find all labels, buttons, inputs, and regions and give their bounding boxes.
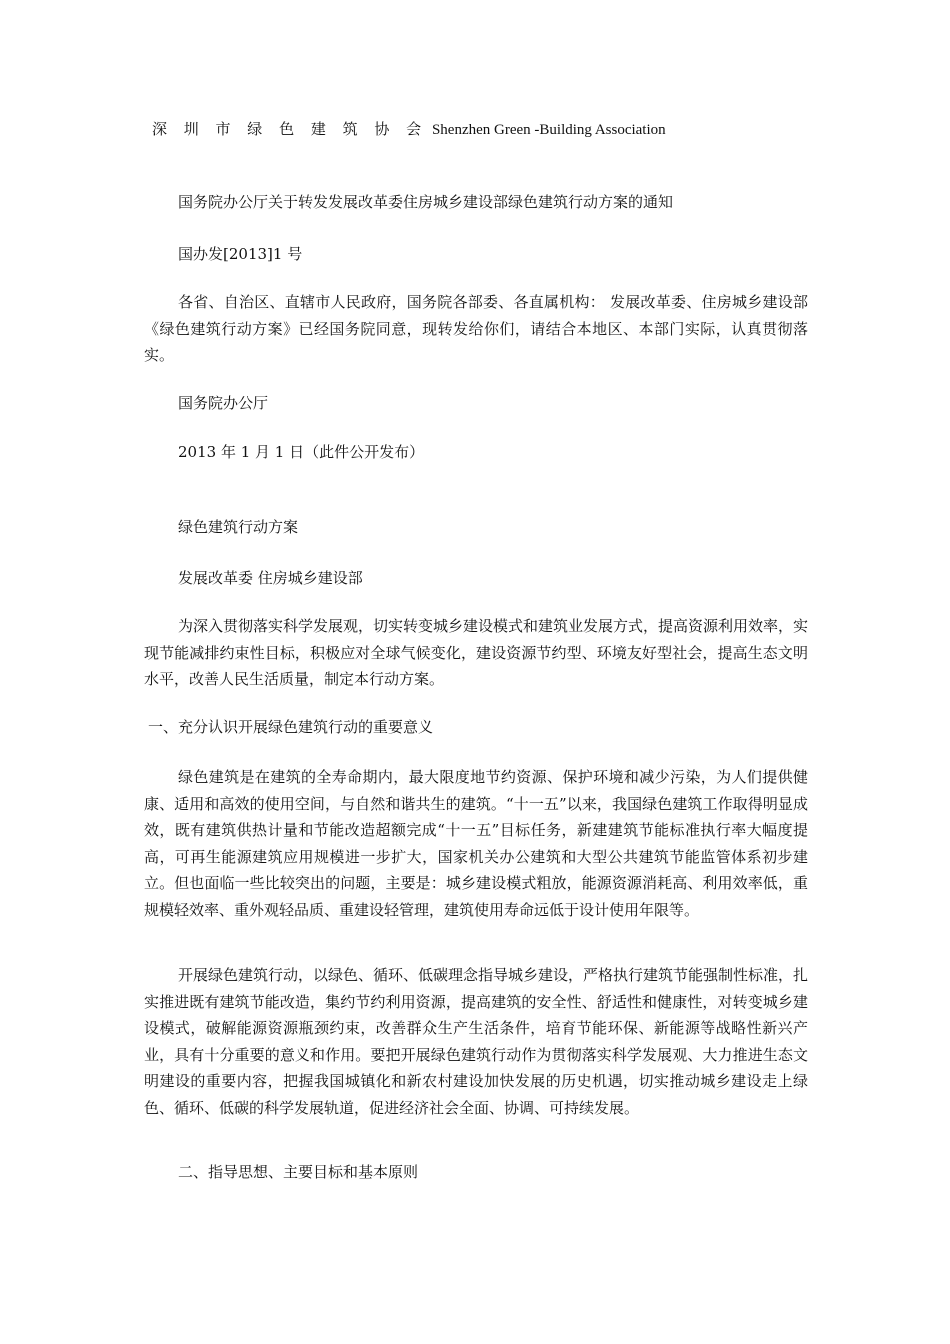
document-number: 国办发[2013]1 号 (178, 245, 303, 263)
org-name-chinese: 深 圳 市 绿 色 建 筑 协 会 (152, 120, 428, 138)
plan-title: 绿色建筑行动方案 (178, 518, 299, 536)
issuer: 国务院办公厅 (178, 394, 269, 412)
notice-title: 国务院办公厅关于转发发展改革委住房城乡建设部绿色建筑行动方案的通知 (178, 193, 674, 211)
notice-body: 各省、自治区、直辖市人民政府，国务院各部委、各直属机构： 发展改革委、住房城乡建设部《绿色建筑行动方案》已经国务院同意，现转发给你们，请结合本地区、本部门实际，认真贯彻落实。 (144, 293, 808, 364)
plan-intro-paragraph: 为深入贯彻落实科学发展观，切实转变城乡建设模式和建筑业发展方式，提高资源利用效率，实现节能减排约束性目标，积极应对全球气候变化，建设资源节约型、环境友好型社会，提高生态文明水平，改善人民生活质量，制定本行动方案。 (144, 617, 809, 688)
document-header (152, 117, 666, 142)
org-name-english: Shenzhen Green -Building Association (431, 122, 666, 138)
section-1-heading: 一、充分认识开展绿色建筑行动的重要意义 (148, 718, 434, 736)
issue-date: 2013 年 1 月 1 日（此件公开发布） (178, 443, 425, 461)
section-1-paragraph-1: 绿色建筑是在建筑的全寿命期内，最大限度地节约资源、保护环境和减少污染，为人们提供健康、适用和高效的使用空间，与自然和谐共生的建筑。“十一五”以来，我国绿色建筑工作取得明显成效，既有建筑供热计量和节能改造超额完成“十一五”目标任务，新建建筑节能标准执行率大幅度提高，可再生能源建筑应用规模进一步扩大，国家机关办公建筑和大型公共建筑节能监管体系初步建立。但也面临一些比较突出的问题，主要是：城乡建设模式粗放，能源资源消耗高、利用效率低，重规模轻效率、重外观轻品质、重建设轻管理，建筑使用寿命远低于设计使用年限等。 (144, 768, 808, 919)
section-1-paragraph-2: 开展绿色建筑行动，以绿色、循环、低碳理念指导城乡建设，严格执行建筑节能强制性标准，扎实推进既有建筑节能改造，集约节约利用资源，提高建筑的安全性、舒适性和健康性，对转变城乡建设模式，破解能源资源瓶颈约束，改善群众生产生活条件，培育节能环保、新能源等战略性新兴产业，具有十分重要的意义和作用。要把开展绿色建筑行动作为贯彻落实科学发展观、大力推进生态文明建设的重要内容，把握我国城镇化和新农村建设加快发展的历史机遇，切实推动城乡建设走上绿色、循环、低碳的科学发展轨道，促进经济社会全面、协调、可持续发展。 (144, 966, 809, 1117)
section-2-heading: 二、指导思想、主要目标和基本原则 (178, 1163, 419, 1181)
plan-authors: 发展改革委 住房城乡建设部 (178, 569, 363, 587)
